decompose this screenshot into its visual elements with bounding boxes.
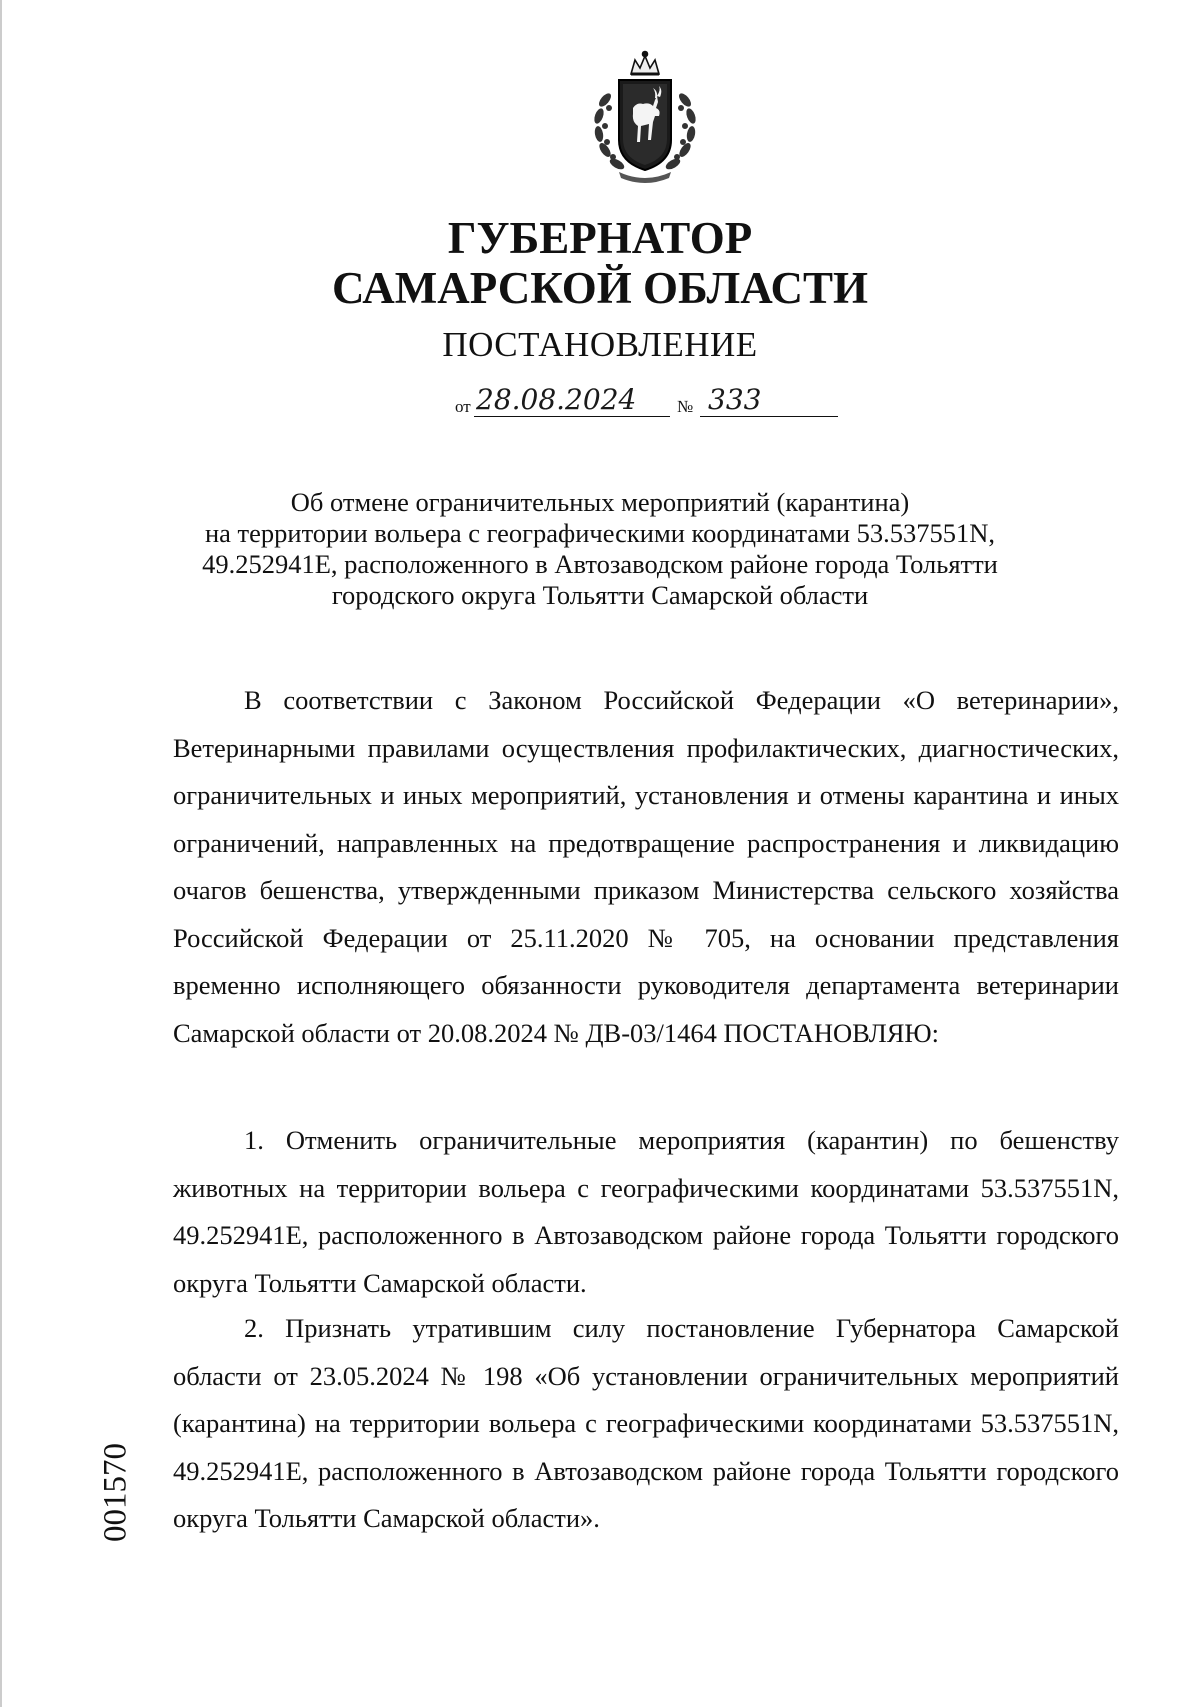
title-line2: на территории вольера с географическими координатами 53.537551N,: [204, 518, 996, 548]
title-line4: городского округа Тольятти Самарской области: [331, 580, 869, 610]
document-type: ПОСТАНОВЛЕНИЕ: [442, 325, 758, 364]
document-number: 333: [708, 383, 762, 416]
coat-of-arms-icon: [583, 50, 707, 186]
item-1-text: 1. Отменить ограничительные мероприятия (карантин) по бешенству животных на территории вольера с географическими координатами 53.537551N, 49.252941E, расположенного в Автозаводском районе города Тольятти городского округа Тольятти Самарской области.: [173, 1125, 1119, 1298]
authority-title-line1: ГУБЕРНАТОР: [447, 213, 753, 263]
serial-number-text: 001570: [97, 1443, 134, 1542]
item-2-text: 2. Признать утратившим силу постановление Губернатора Самарской области от 23.05.2024 № 198 «Об установлении ограничительных мероприятий (карантина) на территории вольера с географическими координатами 53.537551N, 49.252941E, расположенного в Автозаводском районе города Тольятти городского округа Тольятти Самарской области».: [173, 1313, 1119, 1533]
item-1-paragraph: [173, 1117, 1119, 1307]
date-underline: [474, 416, 670, 417]
title-line3: 49.252941E, расположенного в Автозаводском районе города Тольятти: [202, 549, 998, 579]
number-underline: [700, 416, 838, 417]
document-title: [0, 487, 1200, 611]
item-2-paragraph: [173, 1305, 1119, 1543]
document-date: 28.08.2024: [476, 383, 637, 416]
authority-title-line2: САМАРСКОЙ ОБЛАСТИ: [332, 263, 868, 313]
preamble-text: В соответствии с Законом Российской Федерации «О ветеринарии», Ветеринарными правилами осуществления профилактических, диагностических, ограничительных и иных мероприятий, установления и отмены карантина и иных ограничений, направленных на предотвращение распространения и ликвидацию очагов бешенства, утвержденными приказом Министерства сельского хозяйства Российской Федерации от 25.11.2020 № 705, на основании представления временно исполняющего обязанности руководителя департамента ветеринарии Самарской области от 20.08.2024 № ДВ-03/1464 ПОСТАНОВЛЯЮ:: [173, 685, 1119, 1048]
preamble-paragraph: [173, 677, 1119, 1057]
margin-serial-number: [96, 1437, 136, 1547]
number-prefix: №: [677, 397, 694, 416]
date-prefix: от: [455, 397, 471, 416]
date-number-line: [0, 383, 1200, 423]
title-line1: Об отмене ограничительных мероприятий (карантина): [290, 487, 910, 517]
